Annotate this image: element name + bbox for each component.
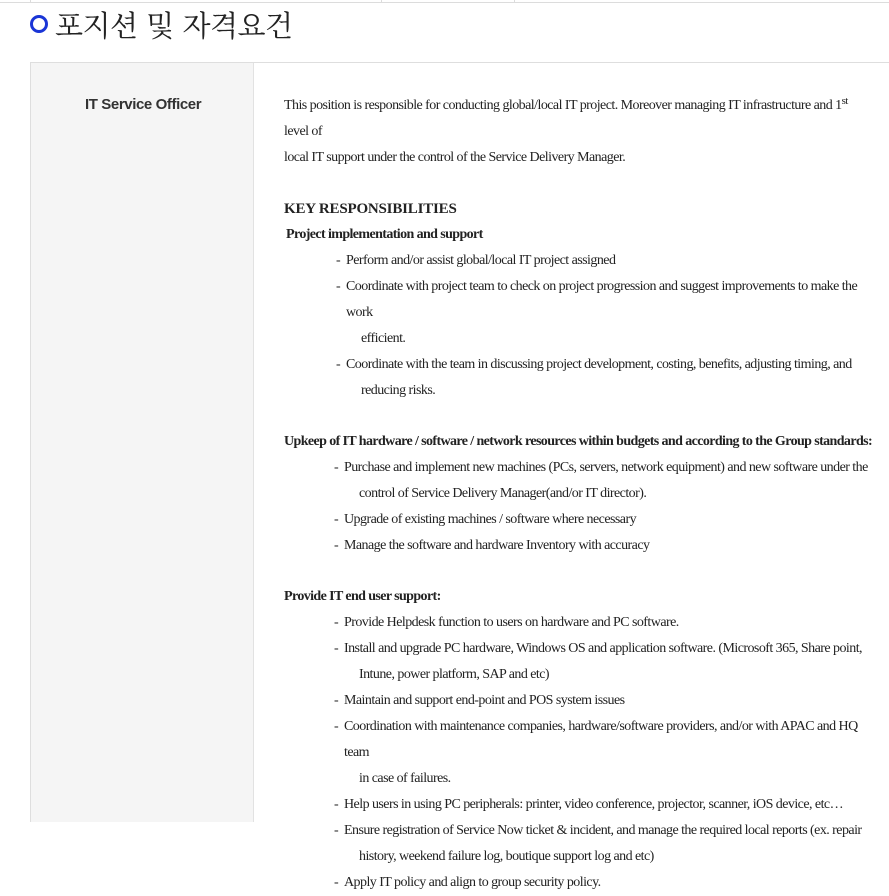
list-item-text: Coordination with maintenance companies, hardware/software providers, and/or with APAC and HQ team: [344, 719, 858, 760]
tab-divider: [381, 0, 382, 3]
position-description-cell: [254, 63, 889, 890]
list-item: - Ensure registration of Service Now ticket & incident, and manage the required local reports (ex. repair history, weekend failure log, boutique support log and etc): [284, 818, 874, 870]
list-item: - Coordinate with the team in discussing project development, costing, benefits, adjusting timing, and reducing risks.: [284, 352, 874, 404]
list-item: - Help users in using PC peripherals: printer, video conference, projector, scanner, iOS device, etc…: [334, 797, 844, 812]
list-item-text-cont: history, weekend failure log, boutique support log and etc): [359, 849, 654, 864]
list-item: - Coordinate with project team to check on project progression and suggest improvements to make the work efficient.: [284, 274, 874, 352]
tab-divider: [514, 0, 515, 3]
job-description: [284, 93, 874, 896]
section-title: 포지션 및 자격요건: [55, 8, 293, 43]
responsibility-list: [284, 248, 874, 404]
list-item: - Maintain and support end-point and POS system issues: [334, 693, 625, 708]
list-item: - Manage the software and hardware Inventory with accuracy: [334, 538, 650, 553]
list-item-text: Install and upgrade PC hardware, Windows OS and application software. (Microsoft 365, Share point,: [344, 641, 862, 656]
list-item-text: Upgrade of existing machines / software where necessary: [344, 512, 637, 527]
position-name: IT Service Officer: [85, 96, 202, 113]
tab-divider: [30, 0, 31, 3]
responsibility-list: [284, 610, 874, 896]
key-responsibilities-heading: KEY RESPONSIBILITIES: [284, 201, 457, 217]
list-item: - Perform and/or assist global/local IT project assigned: [336, 253, 616, 268]
list-item: - Purchase and implement new machines (PCs, servers, network equipment) and new software under the control of Service Delivery Manager(and/or IT director).: [284, 455, 874, 507]
intro-text: This position is responsible for conducting global/local IT project. Moreover managing IT infrastructure and 1: [284, 98, 842, 113]
list-item-text: Help users in using PC peripherals: printer, video conference, projector, scanner, iOS device, etc…: [344, 797, 844, 812]
list-item-text: Coordinate with the team in discussing project development, costing, benefits, adjusting timing, and: [346, 357, 852, 372]
list-item: - Coordination with maintenance companies, hardware/software providers, and/or with APAC and HQ team in case of failures.: [284, 714, 874, 792]
section-heading: [30, 6, 293, 42]
list-item-text-cont: Intune, power platform, SAP and etc): [359, 667, 550, 682]
intro-text-line2: local IT support under the control of the Service Delivery Manager.: [284, 150, 626, 165]
intro-superscript: st: [841, 95, 848, 107]
list-item: - Apply IT policy and align to group security policy.: [334, 875, 601, 890]
group-title: Project implementation and support: [286, 227, 483, 242]
list-item-text: Manage the software and hardware Inventory with accuracy: [344, 538, 650, 553]
intro-text-cont: level of: [284, 124, 322, 139]
list-item-text: Apply IT policy and align to group security policy.: [344, 875, 601, 890]
group-title: Upkeep of IT hardware / software / network resources within budgets and according to the Group standards:: [284, 434, 873, 449]
responsibility-list: [284, 455, 874, 559]
list-item: - Upgrade of existing machines / software where necessary: [334, 512, 637, 527]
list-item-text-cont: in case of failures.: [359, 771, 451, 786]
list-item-text-cont: control of Service Delivery Manager(and/or IT director).: [359, 486, 647, 501]
intro-paragraph: [284, 93, 874, 171]
list-item-text: Perform and/or assist global/local IT project assigned: [346, 253, 616, 268]
list-item-text: Coordinate with project team to check on project progression and suggest improvements to make the work: [346, 279, 858, 320]
circle-bullet-icon: [30, 15, 48, 33]
group-title: Provide IT end user support:: [284, 589, 441, 604]
list-item-text-cont: reducing risks.: [361, 383, 436, 398]
position-table: [30, 62, 889, 890]
list-item-text: Purchase and implement new machines (PCs, servers, network equipment) and new software under the: [344, 460, 868, 475]
position-label-cell: [31, 63, 254, 822]
list-item-text: Ensure registration of Service Now ticket & incident, and manage the required local reports (ex. repair: [344, 823, 862, 838]
list-item-text: Provide Helpdesk function to users on hardware and PC software.: [344, 615, 679, 630]
list-item-text: Maintain and support end-point and POS system issues: [344, 693, 625, 708]
list-item-text-cont: efficient.: [361, 331, 406, 346]
list-item: - Install and upgrade PC hardware, Windows OS and application software. (Microsoft 365, Share point, Intune, power platform, SAP and etc): [284, 636, 874, 688]
list-item: - Provide Helpdesk function to users on hardware and PC software.: [334, 615, 679, 630]
